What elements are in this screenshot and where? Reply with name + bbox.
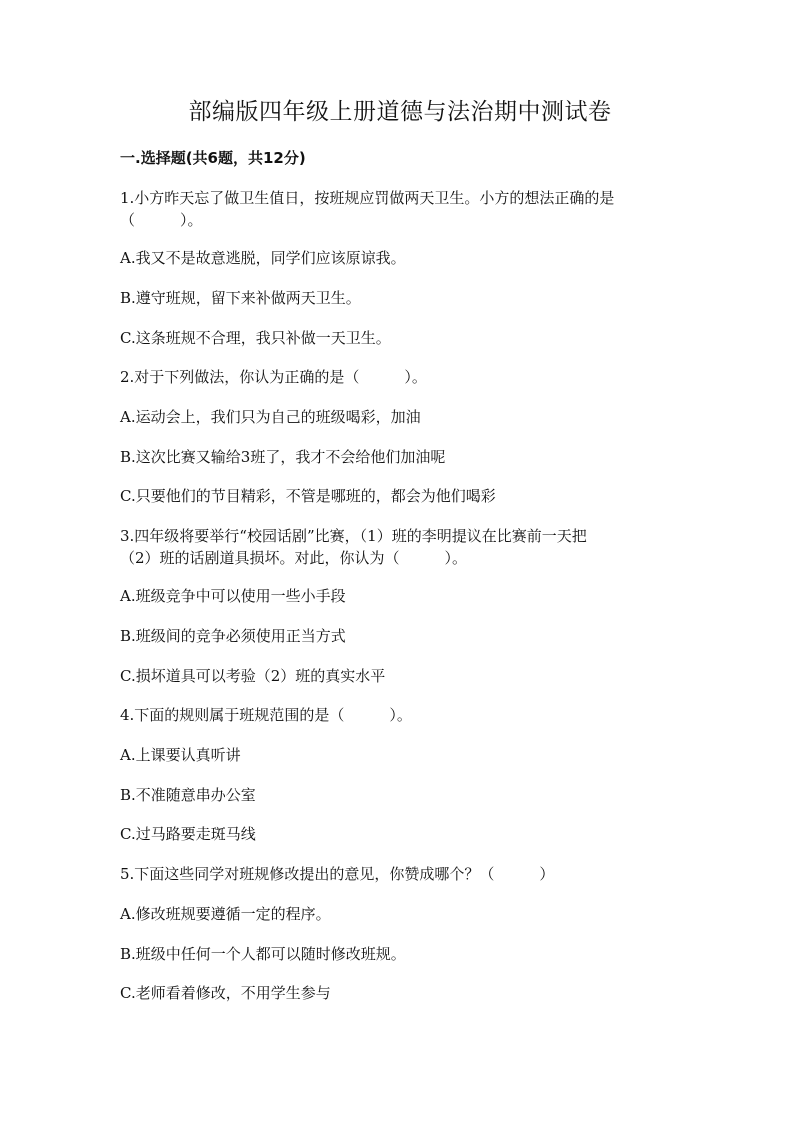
question-2-option-b: B.这次比赛又输给3班了，我才不会给他们加油呢 [120,448,446,466]
question-5-stem-line-1: 5.下面这些同学对班规修改提出的意见，你赞成哪个？（ ） [120,865,555,883]
question-2-stem-line-1: 2.对于下列做法，你认为正确的是（ ）。 [120,368,427,386]
question-5-option-c: C.老师看着修改，不用学生参与 [120,984,331,1002]
question-4-stem-line-1: 4.下面的规则属于班规范围的是（ ）。 [120,706,412,724]
question-1-stem-line-2: （ ）。 [120,211,203,229]
question-1-stem-line-1: 1.小方昨天忘了做卫生值日，按班规应罚做两天卫生。小方的想法正确的是 [120,189,615,207]
question-3-option-c: C.损坏道具可以考验（2）班的真实水平 [120,667,386,685]
question-3-option-a: A.班级竞争中可以使用一些小手段 [120,587,346,605]
question-3-stem-line-2: （2）班的话剧道具损坏。对此，你认为（ ）。 [120,549,468,567]
question-4-option-c: C.过马路要走斑马线 [120,825,256,843]
question-3-option-b: B.班级间的竞争必须使用正当方式 [120,627,346,645]
question-5-option-b: B.班级中任何一个人都可以随时修改班规。 [120,945,406,963]
question-1-option-b: B.遵守班规，留下来补做两天卫生。 [120,289,361,307]
question-4-option-a: A.上课要认真听讲 [120,746,241,764]
question-1-option-c: C.这条班规不合理，我只补做一天卫生。 [120,329,391,347]
question-1-option-a: A.我又不是故意逃脱，同学们应该原谅我。 [120,249,406,267]
question-4-option-b: B.不准随意串办公室 [120,786,256,804]
section-heading: 一.选择题(共6题，共12分) [120,149,306,167]
question-2-option-c: C.只要他们的节目精彩，不管是哪班的，都会为他们喝彩 [120,487,496,505]
question-3-stem-line-1: 3.四年级将要举行“校园话剧”比赛，（1）班的李明提议在比赛前一天把 [120,527,587,545]
question-2-option-a: A.运动会上，我们只为自己的班级喝彩，加油 [120,408,421,426]
page-title: 部编版四年级上册道德与法治期中测试卷 [188,99,612,125]
question-5-option-a: A.修改班规要遵循一定的程序。 [120,905,331,923]
